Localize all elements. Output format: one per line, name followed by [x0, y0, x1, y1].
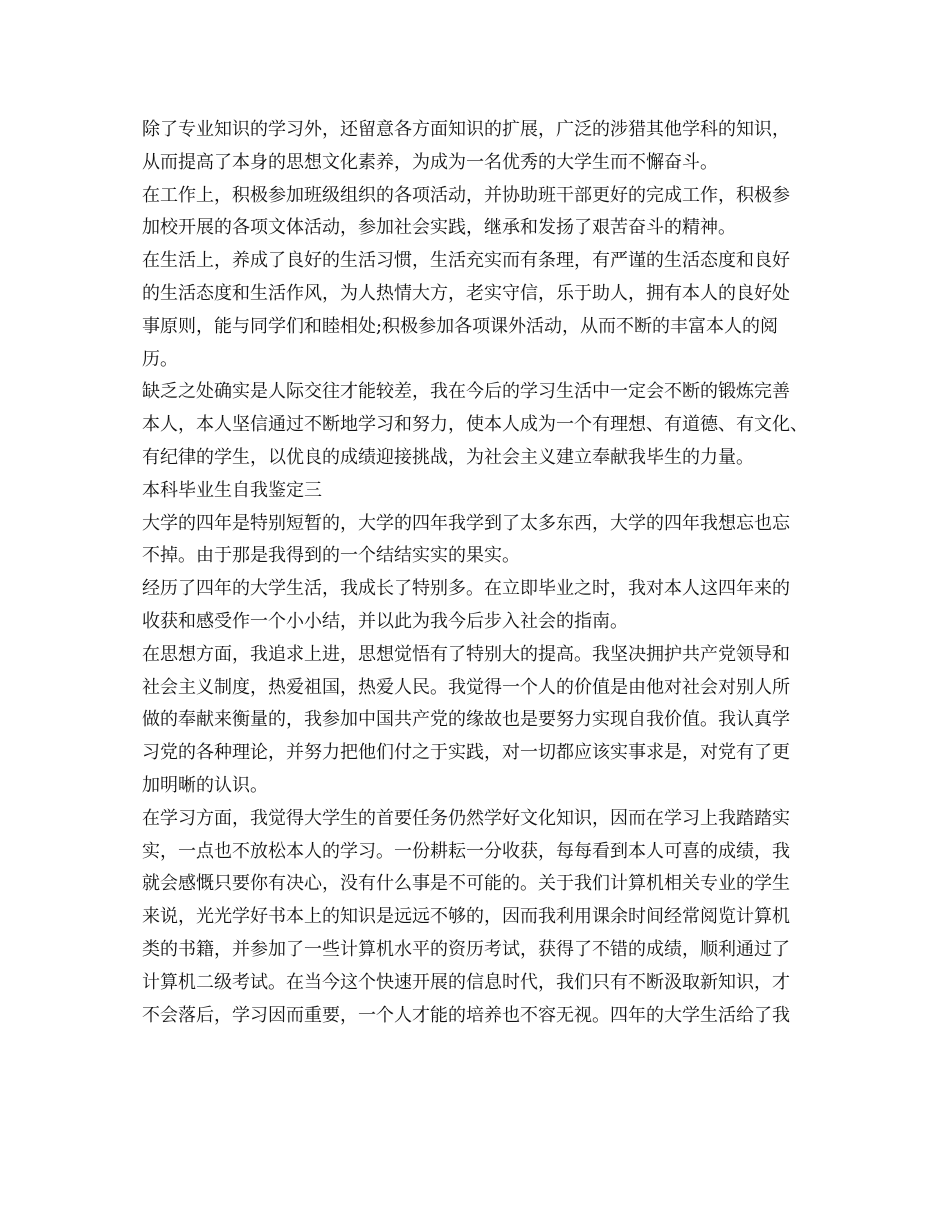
text-line: 类的书籍，并参加了一些计算机水平的资历考试，获得了不错的成绩，顺利通过了 [142, 938, 790, 960]
text-line: 不会落后，学习因而重要，一个人才能的培养也不容无视。四年的大学生活给了我 [142, 1004, 790, 1026]
text-line: 加明晰的认识。 [142, 774, 268, 796]
text-line: 社会主义制度，热爱祖国，热爱人民。我觉得一个人的价值是由他对社会对别人所 [142, 676, 790, 698]
text-line: 的生活态度和生活作风，为人热情大方，老实守信，乐于助人，拥有本人的良好处 [142, 282, 790, 304]
text-line: 本人，本人坚信通过不断地学习和努力，使本人成为一个有理想、有道德、有文化、 [142, 414, 808, 436]
text-line: 在学习方面，我觉得大学生的首要任务仍然学好文化知识，因而在学习上我踏踏实 [142, 807, 790, 829]
text-line: 在工作上，积极参加班级组织的各项活动，并协助班干部更好的完成工作，积极参 [142, 184, 790, 206]
text-line: 缺乏之处确实是人际交往才能较差，我在今后的学习生活中一定会不断的锻炼完善 [142, 381, 790, 403]
text-line: 习党的各种理论，并努力把他们付之于实践，对一切都应该实事求是，对党有了更 [142, 742, 790, 764]
text-line: 不掉。由于那是我得到的一个结结实实的果实。 [142, 545, 520, 567]
text-line: 收获和感受作一个小小结，并以此为我今后步入社会的指南。 [142, 610, 628, 632]
text-line: 大学的四年是特别短暂的，大学的四年我学到了太多东西，大学的四年我想忘也忘 [142, 512, 790, 534]
text-line: 加校开展的各项文体活动，参加社会实践，继承和发扬了艰苦奋斗的精神。 [142, 217, 736, 239]
text-line: 就会感慨只要你有决心，没有什么事是不可能的。关于我们计算机相关专业的学生 [142, 873, 790, 895]
text-line: 实，一点也不放松本人的学习。一份耕耘一分收获，每每看到本人可喜的成绩，我 [142, 840, 790, 862]
section-heading: 本科毕业生自我鉴定三 [142, 479, 322, 501]
text-line: 除了专业知识的学习外，还留意各方面知识的扩展，广泛的涉猎其他学科的知识， [142, 119, 790, 140]
text-line: 来说，光光学好书本上的知识是远远不够的，因而我利用课余时间经常阅览计算机 [142, 906, 790, 928]
text-line: 在思想方面，我追求上进，思想觉悟有了特别大的提高。我坚决拥护共产党领导和 [142, 643, 790, 665]
text-line: 从而提高了本身的思想文化素养，为成为一名优秀的大学生而不懈奋斗。 [142, 151, 718, 173]
text-line: 计算机二级考试。在当今这个快速开展的信息时代，我们只有不断汲取新知识，才 [142, 971, 790, 993]
document-body [142, 114, 832, 1032]
text-line: 事原则，能与同学们和睦相处;积极参加各项课外活动，从而不断的丰富本人的阅 [142, 315, 779, 337]
text-line: 经历了四年的大学生活，我成长了特别多。在立即毕业之时，我对本人这四年来的 [142, 578, 790, 600]
text-line: 历。 [142, 348, 178, 370]
text-line: 有纪律的学生，以优良的成绩迎接挑战，为社会主义建立奉献我毕生的力量。 [142, 446, 754, 468]
text-line: 做的奉献来衡量的，我参加中国共产党的缘故也是要努力实现自我价值。我认真学 [142, 709, 790, 731]
text-line: 在生活上，养成了良好的生活习惯，生活充实而有条理，有严谨的生活态度和良好 [142, 250, 790, 272]
